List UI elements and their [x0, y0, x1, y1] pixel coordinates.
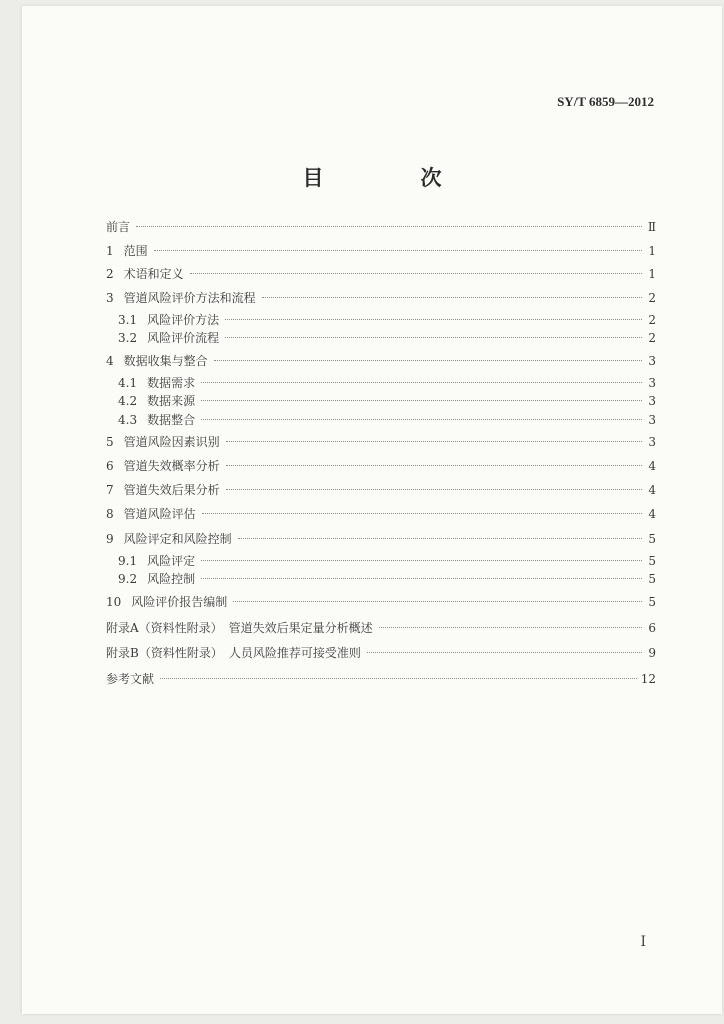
toc-entry [106, 289, 656, 307]
toc-entry-title: 风险评定和风险控制 [123, 532, 232, 546]
toc-entry-page: 3 [648, 354, 656, 368]
toc-entry-title: 风险控制 [147, 572, 196, 586]
toc-entry-title: 附录B（资料性附录） 人员风险推荐可接受准则 [106, 646, 361, 660]
toc-entry [106, 670, 656, 688]
toc-entry-title: 数据收集与整合 [123, 354, 208, 368]
toc-entry-page: 5 [648, 554, 656, 568]
toc-entry-page: 3 [648, 413, 656, 427]
dot-leader [225, 319, 642, 320]
dot-leader [201, 560, 642, 561]
toc-entry-page: 2 [648, 331, 656, 345]
toc-entry-title: 管道风险评估 [123, 507, 196, 521]
toc-entry-number: 10 [106, 595, 122, 609]
dot-leader [233, 601, 642, 602]
toc-entry-page: 5 [648, 532, 656, 546]
toc-entry [106, 392, 656, 410]
toc-entry-page: 3 [648, 376, 656, 390]
dot-leader [262, 297, 642, 298]
toc-entry-title: 风险评价方法 [147, 313, 220, 327]
dot-leader [202, 513, 642, 514]
toc-entry [106, 218, 656, 236]
toc-entry-title: 前言 [106, 220, 131, 234]
toc-entry-title: 管道风险因素识别 [123, 435, 220, 449]
toc-entry [106, 593, 656, 611]
toc-entry-title: 数据需求 [147, 376, 196, 390]
toc-entry [106, 644, 656, 662]
toc-entry-number: 4 [106, 354, 114, 368]
toc-entry-number: 3.2 [118, 331, 138, 345]
toc-entry-page: 2 [648, 313, 656, 327]
toc-entry-page: 5 [648, 595, 656, 609]
toc-entry-number: 3 [106, 291, 114, 305]
standard-code: SY/T 6859—2012 [557, 94, 654, 109]
toc-entry-page: 6 [648, 621, 656, 635]
toc-entry-page: 1 [648, 267, 656, 281]
toc-entry-title: 管道失效概率分析 [123, 459, 220, 473]
dot-leader [201, 419, 642, 420]
toc-entry-number: 4.2 [118, 394, 138, 408]
toc-entry [106, 242, 656, 260]
toc-entry-number: 9 [106, 532, 114, 546]
dot-leader [154, 250, 642, 251]
toc-entry-page: 4 [648, 507, 656, 521]
toc-entry-page: 5 [648, 572, 656, 586]
toc-heading: 目 次 [302, 165, 480, 190]
toc-entry-number: 6 [106, 459, 114, 473]
toc-entry [106, 457, 656, 475]
toc-entry-title: 管道风险评价方法和流程 [123, 291, 256, 305]
dot-leader [201, 578, 642, 579]
toc-entry [106, 552, 656, 570]
toc-entry-title: 参考文献 [106, 672, 155, 686]
toc-entry-number: 8 [106, 507, 114, 521]
toc-entry-page: 3 [648, 435, 656, 449]
toc-entry [106, 481, 656, 499]
toc-entry-title: 数据整合 [147, 413, 196, 427]
toc-entry-title: 术语和定义 [123, 267, 184, 281]
toc-entry [106, 352, 656, 370]
toc-entry-page: Ⅱ [647, 220, 656, 234]
toc-entry-title: 范围 [123, 244, 148, 258]
toc-entry-number: 7 [106, 483, 114, 497]
toc-entry-number: 4.1 [118, 376, 138, 390]
toc-entry-title: 管道失效后果分析 [123, 483, 220, 497]
dot-leader [379, 627, 642, 628]
dot-leader [201, 382, 642, 383]
dot-leader [136, 226, 642, 227]
dot-leader [226, 489, 642, 490]
dot-leader [238, 538, 642, 539]
toc-entry [106, 619, 656, 637]
toc-entry-number: 1 [106, 244, 114, 258]
dot-leader [160, 678, 637, 679]
dot-leader [226, 441, 642, 442]
toc-entry-title: 风险评价流程 [147, 331, 220, 345]
toc-entry [106, 530, 656, 548]
toc-entry [106, 329, 656, 347]
toc-entry-page: 3 [648, 394, 656, 408]
toc-entry-page: 1 [648, 244, 656, 258]
toc-entry [106, 311, 656, 329]
dot-leader [226, 465, 642, 466]
toc-entry-title: 附录A（资料性附录） 管道失效后果定量分析概述 [106, 621, 373, 635]
toc-entry-page: 4 [648, 459, 656, 473]
toc-entry [106, 374, 656, 392]
toc-entry-number: 5 [106, 435, 114, 449]
toc-entry-number: 9.2 [118, 572, 138, 586]
toc-entry-number: 3.1 [118, 313, 138, 327]
toc-entry [106, 411, 656, 429]
document-page [22, 6, 722, 1014]
toc-entry [106, 570, 656, 588]
toc-entry-number: 2 [106, 267, 114, 281]
toc-entry-number: 4.3 [118, 413, 138, 427]
toc-entry-title: 数据来源 [147, 394, 196, 408]
dot-leader [201, 400, 642, 401]
page-number: Ⅰ [640, 934, 646, 950]
toc-entry-title: 风险评定 [147, 554, 196, 568]
toc-entry-title: 风险评价报告编制 [131, 595, 228, 609]
toc-entry-number: 9.1 [118, 554, 138, 568]
dot-leader [214, 360, 642, 361]
toc-entry [106, 505, 656, 523]
dot-leader [367, 652, 642, 653]
dot-leader [190, 273, 642, 274]
toc-entry-page: 9 [648, 646, 656, 660]
dot-leader [225, 337, 642, 338]
toc-entry-page: 12 [640, 672, 656, 686]
toc-entry [106, 265, 656, 283]
toc-entry-page: 4 [648, 483, 656, 497]
toc-entry [106, 433, 656, 451]
toc-entry-page: 2 [648, 291, 656, 305]
